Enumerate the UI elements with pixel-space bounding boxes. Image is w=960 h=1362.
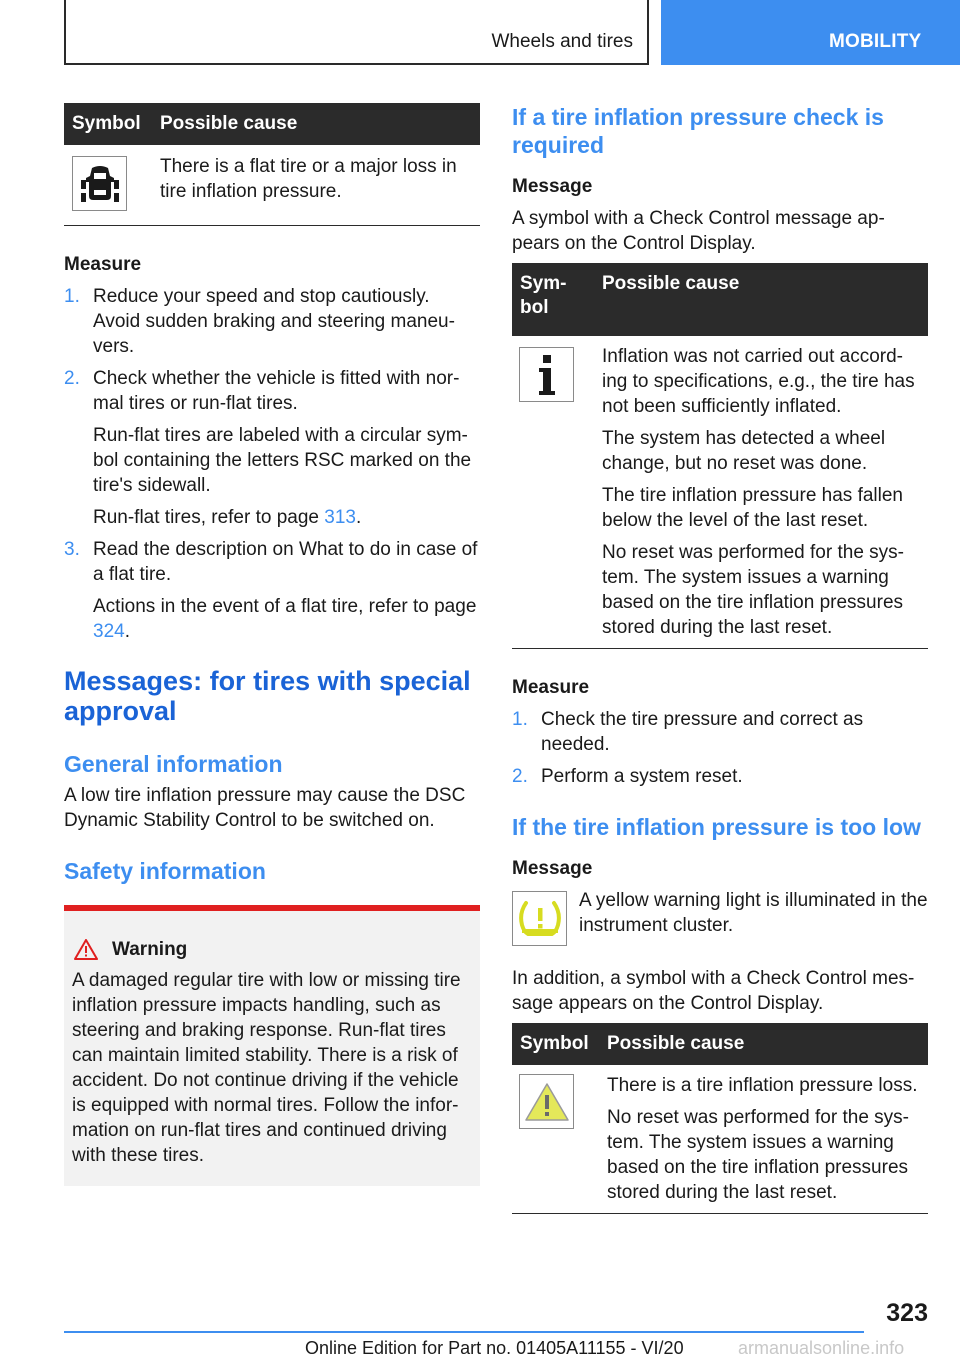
step-reference: Run-flat tires, refer to page 313. xyxy=(93,507,362,528)
cause-text: Inflation was not carried out accord-ing to specifications, e.g., the tire has not been sufficiently inflated. xyxy=(602,346,915,417)
heading-safety-info: Safety information xyxy=(64,858,266,884)
table-header-row xyxy=(512,263,928,336)
page-link[interactable]: 313 xyxy=(324,507,356,528)
step-text: Read the description on What to do in case of a flat tire. xyxy=(93,539,478,585)
car-flat-tire-icon xyxy=(72,156,127,211)
header-chapter-label: MOBILITY xyxy=(829,31,922,52)
table-header-row xyxy=(64,103,480,145)
step-number: 3. xyxy=(64,539,80,560)
flat-tire-symbol-table xyxy=(64,103,480,226)
footer-watermark: armanualsonline.info xyxy=(738,1338,905,1358)
step-number: 2. xyxy=(512,766,528,787)
check-symbol-table xyxy=(512,263,928,649)
measure-label: Measure xyxy=(512,677,590,698)
heading-pressure-too-low: If the tire inflation pressure is too low xyxy=(512,814,921,840)
message-label: Message xyxy=(512,176,593,197)
right-column xyxy=(512,103,928,1214)
col-symbol: Symbol xyxy=(64,103,152,145)
step-text: Run-flat tires are labeled with a circular sym-bol containing the letters RSC marked on the tire's sidewall. xyxy=(93,425,472,496)
col-cause: Possible cause xyxy=(594,263,928,336)
list-item xyxy=(64,366,480,530)
step-number: 2. xyxy=(64,368,80,389)
low-pressure-symbol-table xyxy=(512,1023,928,1214)
measure-steps xyxy=(64,284,480,644)
general-info-text: A low tire inflation pressure may cause the DSC Dynamic Stability Control to be switched on. xyxy=(64,785,466,831)
tire-pressure-warning-icon xyxy=(519,1074,574,1129)
page-number: 323 xyxy=(886,1299,928,1327)
warning-triangle-icon xyxy=(74,939,98,960)
measure-label: Measure xyxy=(64,254,142,275)
footer-edition: Online Edition for Part no. 01405A11155 - VI/20 xyxy=(305,1338,684,1358)
header-section-title: Wheels and tires xyxy=(491,31,633,52)
col-cause: Possible cause xyxy=(599,1023,928,1065)
table-header-row xyxy=(512,1023,928,1065)
warning-text: A damaged regular tire with low or missing tire inflation pressure impacts handling, such as steering and braking response. Run-flat tires can maintain limited stability. There is a risk of accident. Do not continue driving if the vehicle is equipped with normal tires. Follow the infor-mation on run-flat tires and continued driving with these tires. xyxy=(72,970,461,1166)
tire-pressure-warning-light-icon xyxy=(512,891,567,946)
table-row xyxy=(64,145,480,226)
warning-light-row xyxy=(512,888,928,946)
col-symbol: Symbol xyxy=(512,1023,599,1065)
heading-special-approval: Messages: for tires with special approval xyxy=(64,666,471,726)
step-number: 1. xyxy=(512,709,528,730)
table-row xyxy=(512,336,928,649)
step-text: Perform a system reset. xyxy=(541,766,743,787)
step-reference: Actions in the event of a flat tire, refer to page 324. xyxy=(93,596,477,642)
step-text: Check the tire pressure and correct as needed. xyxy=(541,709,864,755)
header-section-box xyxy=(64,0,649,65)
page-link[interactable]: 324 xyxy=(93,621,125,642)
warning-title xyxy=(72,937,472,962)
cause-text: No reset was performed for the sys-tem. The system issues a warning based on the tire inflation pressures stored during the last reset. xyxy=(602,542,904,638)
info-icon xyxy=(519,347,574,402)
cause-text: No reset was performed for the sys-tem. The system issues a warning based on the tire inflation pressures stored during the last reset. xyxy=(607,1107,909,1203)
addition-text: In addition, a symbol with a Check Control mes-sage appears on the Control Display. xyxy=(512,968,915,1014)
cause-text: The system has detected a wheel change, but no reset was done. xyxy=(602,428,886,474)
list-item xyxy=(64,537,480,644)
list-item xyxy=(512,764,928,789)
col-cause: Possible cause xyxy=(152,103,480,145)
check-message-text: A symbol with a Check Control message ap-pears on the Control Display. xyxy=(512,208,885,254)
heading-general-info: General information xyxy=(64,751,283,777)
cause-cell: There is a flat tire or a major loss in tire inflation pressure. xyxy=(160,156,457,202)
step-text: Reduce your speed and stop cautiously. Avoid sudden braking and steering maneu-vers. xyxy=(93,286,455,357)
step-text: Check whether the vehicle is fitted with nor-mal tires or run-flat tires. xyxy=(93,368,460,414)
left-column xyxy=(64,103,480,1186)
warning-title-text: Warning xyxy=(112,939,188,960)
measure-steps xyxy=(512,707,928,789)
cause-text: There is a tire inflation pressure loss. xyxy=(607,1075,918,1096)
message-label: Message xyxy=(512,858,593,879)
list-item xyxy=(512,707,928,757)
header-chapter-tab[interactable] xyxy=(661,0,960,65)
heading-pressure-check: If a tire inflation pressure check is required xyxy=(512,104,884,158)
footer-divider xyxy=(64,1331,864,1333)
list-item xyxy=(64,284,480,359)
cause-text: The tire inflation pressure has fallen below the level of the last reset. xyxy=(602,485,903,531)
warning-light-text: A yellow warning light is illuminated in the instrument cluster. xyxy=(579,890,928,936)
warning-box xyxy=(64,905,480,1186)
col-symbol: Sym-bol xyxy=(512,263,594,336)
step-number: 1. xyxy=(64,286,80,307)
table-row xyxy=(512,1065,928,1214)
